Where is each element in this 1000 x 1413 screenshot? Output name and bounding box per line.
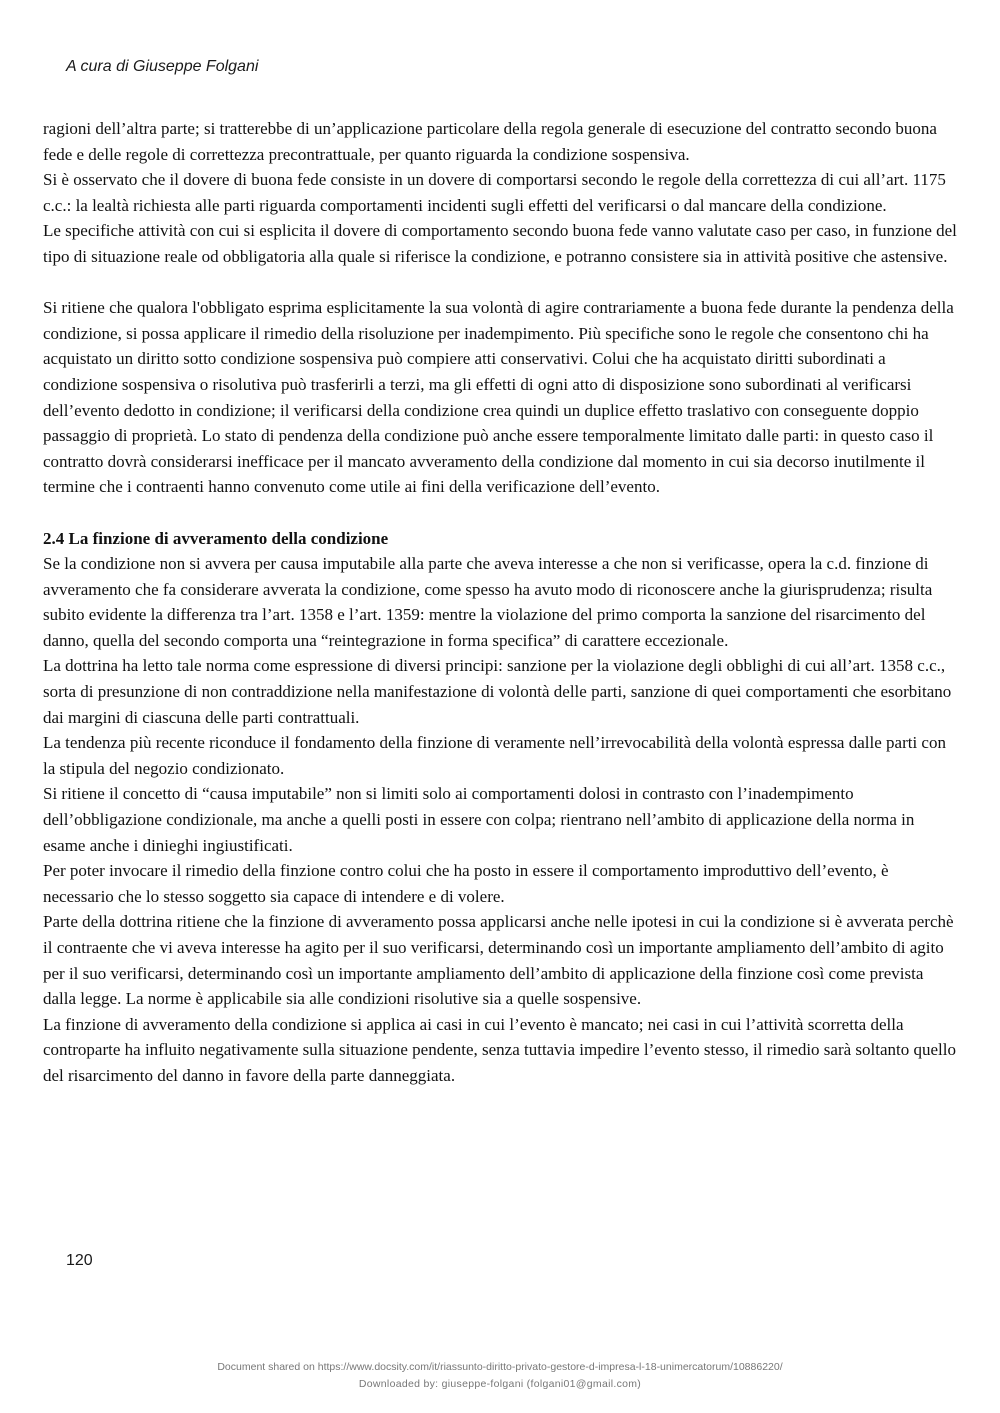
paragraph: ragioni dell’altra parte; si tratterebbe di un’applicazione particolare della regola generale di esecuzione del contratto secondo buona fede e delle regole di correttezza precontrattuale, per quanto riguarda la condizione sospensiva. bbox=[43, 119, 937, 164]
paragraph: Si ritiene il concetto di “causa imputabile” non si limiti solo ai comportamenti dolosi in contrasto con l’inadempimento dell’obbligazione condizionale, ma anche a quelli posti in essere con colpa; rientrano nell’ambito di applicazione della norma in esame anche i dinieghi ingiustificati. bbox=[43, 784, 915, 855]
footer-shared-link[interactable]: Document shared on https://www.docsity.com/it/riassunto-diritto-privato-gestore-d-impresa-l-18-unimercatorum/10886220/ bbox=[217, 1361, 783, 1373]
section-heading: 2.4 La finzione di avveramento della condizione bbox=[43, 528, 389, 548]
paragraph: Si ritiene che qualora l'obbligato esprima esplicitamente la sua volontà di agire contrariamente a buona fede durante la pendenza della condizione, si possa applicare il rimedio della risoluzione per inadempimento. Più specifiche sono le regole che consentono chi ha acquistato un diritto sotto condizione sospensiva può compiere atti conservativi. Colui che ha acquistato diritti subordinati a condizione sospensiva o risolutiva può trasferirli a terzi, ma gli effetti di ogni atto di disposizione sono subordinati al verificarsi dell’evento dedotto in condizione; il verificarsi della condizione crea quindi un duplice effetto traslativo con conseguente doppio passaggio di proprietà. Lo stato di pendenza della condizione può anche essere temporalmente limitato dalle parti: in questo caso il contratto dovrà considerarsi inefficace per il mancato avveramento della condizione dal momento in cui sia decorso inutilmente il termine che i contraenti hanno convenuto come utile ai fini della verificazione dell’evento. bbox=[43, 298, 954, 497]
paragraph: La finzione di avveramento della condizione si applica ai casi in cui l’evento è mancato; nei casi in cui l’attività scorretta della controparte ha influito negativamente sulla situazione pendente, senza tuttavia impedire l’evento stesso, il rimedio sarà soltanto quello del risarcimento del danno in favore della parte danneggiata. bbox=[43, 1014, 956, 1085]
paragraph: Se la condizione non si avvera per causa imputabile alla parte che aveva interesse a che non si verificasse, opera la c.d. finzione di avveramento che fa considerare avverata la condizione, come spesso ha avuto modo di riconoscere anche la giurisprudenza; risulta subito evidente la differenza tra l’art. 1358 e l’art. 1359: mentre la violazione del primo comporta la sanzione del risarcimento del danno, quella del secondo comporta una “reintegrazione in forma specifica” di carattere eccezionale. bbox=[43, 554, 933, 650]
paragraph-spacer bbox=[43, 270, 959, 296]
page-number: 120 bbox=[66, 1252, 93, 1269]
page-header-author: A cura di Giuseppe Folgani bbox=[66, 58, 259, 75]
paragraph: La dottrina ha letto tale norma come espressione di diversi principi: sanzione per la violazione degli obblighi di cui all’art. 1358 c.c., sorta di presunzione di non contraddizione nella manifestazione di volontà delle parti, sanzione di quei comportamenti che esorbitano dai margini di ciascuna delle parti contrattuali. bbox=[43, 656, 952, 727]
document-body bbox=[43, 116, 959, 1089]
paragraph: Si è osservato che il dovere di buona fede consiste in un dovere di comportarsi secondo le regole della correttezza di cui all’art. 1175 c.c.: la lealtà richiesta alle parti riguarda comportamenti incidenti sugli effetti del verificarsi o dal mancare della condizione. bbox=[43, 170, 946, 215]
paragraph-spacer bbox=[43, 500, 959, 526]
footer-downloaded-by: Downloaded by: giuseppe-folgani (folgani01@gmail.com) bbox=[358, 1378, 642, 1390]
paragraph: La tendenza più recente riconduce il fondamento della finzione di veramente nell’irrevocabilità della volontà espressa dalle parti con la stipula del negozio condizionato. bbox=[43, 733, 946, 778]
paragraph: Per poter invocare il rimedio della finzione contro colui che ha posto in essere il comportamento improduttivo dell’evento, è necessario che lo stesso soggetto sia capace di intendere e di volere. bbox=[43, 861, 889, 906]
paragraph: Le specifiche attività con cui si esplicita il dovere di comportamento secondo buona fede vanno valutate caso per caso, in funzione del tipo di situazione reale od obbligatoria alla quale si riferisce la condizione, e potranno consistere sia in attività positive che astensive. bbox=[43, 221, 957, 266]
paragraph: Parte della dottrina ritiene che la finzione di avveramento possa applicarsi anche nelle ipotesi in cui la condizione si è avverata perchè il contraente che vi aveva interesse ha agito per il suo verificarsi, determinando così un importante ampliamento dell’ambito di agito per il suo verificarsi, determinando così un importante ampliamento dell’ambito di applicazione della finzione così come prevista dalla legge. La norme è applicabile sia alle condizioni risolutive sia a quelle sospensive. bbox=[43, 912, 954, 1009]
